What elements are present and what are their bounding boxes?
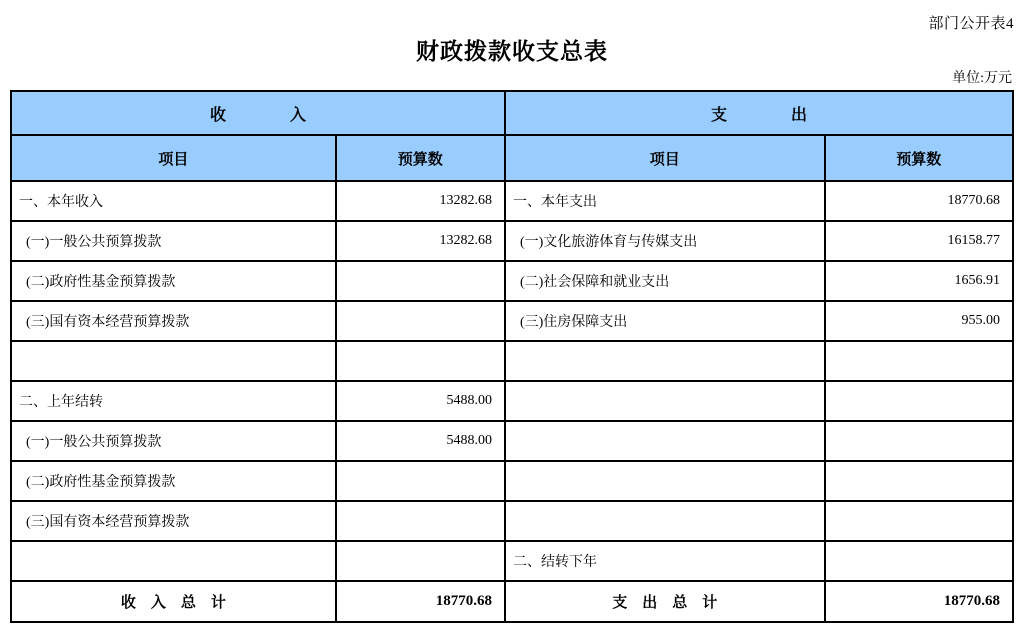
expenditure-item-cell — [505, 341, 825, 381]
expenditure-item-cell: (二)社会保障和就业支出 — [505, 261, 825, 301]
revenue-item-cell: (一)一般公共预算拨款 — [11, 421, 336, 461]
revenue-item-cell — [11, 541, 336, 581]
revenue-budget-cell — [336, 261, 505, 301]
revenue-item-cell: 二、上年结转 — [11, 381, 336, 421]
budget-table — [10, 90, 1014, 623]
expenditure-item-cell: 一、本年支出 — [505, 181, 825, 221]
revenue-budget-cell: 13282.68 — [336, 181, 505, 221]
revenue-item-cell: (二)政府性基金预算拨款 — [11, 461, 336, 501]
expenditure-budget-cell — [825, 421, 1013, 461]
revenue-budget-cell: 13282.68 — [336, 221, 505, 261]
revenue-total-label: 收 入 总 计 — [11, 581, 336, 622]
revenue-item-cell: (一)一般公共预算拨款 — [11, 221, 336, 261]
table-row — [11, 501, 1013, 541]
expenditure-budget-cell — [825, 461, 1013, 501]
revenue-item-cell: (二)政府性基金预算拨款 — [11, 261, 336, 301]
revenue-budget-cell — [336, 501, 505, 541]
revenue-item-cell: (三)国有资本经营预算拨款 — [11, 301, 336, 341]
section-header-row — [11, 91, 1013, 135]
expenditure-budget-cell — [825, 341, 1013, 381]
table-row — [11, 221, 1013, 261]
table-row — [11, 301, 1013, 341]
expenditure-total-value: 18770.68 — [825, 581, 1013, 622]
expenditure-item-cell — [505, 381, 825, 421]
revenue-item-cell: (三)国有资本经营预算拨款 — [11, 501, 336, 541]
revenue-item-cell: 一、本年收入 — [11, 181, 336, 221]
expenditure-item-cell — [505, 501, 825, 541]
expenditure-budget-cell — [825, 541, 1013, 581]
table-row — [11, 181, 1013, 221]
expenditure-item-cell — [505, 461, 825, 501]
page-title: 财政拨款收支总表 — [416, 38, 608, 64]
revenue-item-header: 项目 — [11, 135, 336, 181]
total-row — [11, 581, 1013, 622]
expenditure-budget-cell: 955.00 — [825, 301, 1013, 341]
revenue-budget-cell: 5488.00 — [336, 421, 505, 461]
expenditure-budget-cell — [825, 381, 1013, 421]
expenditure-item-cell: (三)住房保障支出 — [505, 301, 825, 341]
unit-note: 单位:万元 — [952, 71, 1012, 86]
expenditure-budget-cell: 18770.68 — [825, 181, 1013, 221]
expenditure-budget-cell: 1656.91 — [825, 261, 1013, 301]
revenue-budget-cell — [336, 341, 505, 381]
revenue-total-value: 18770.68 — [336, 581, 505, 622]
column-header-row — [11, 135, 1013, 181]
table-row — [11, 461, 1013, 501]
table-row — [11, 541, 1013, 581]
table-number: 部门公开表4 — [928, 16, 1014, 32]
revenue-budget-cell — [336, 301, 505, 341]
expenditure-item-cell — [505, 421, 825, 461]
expenditure-total-label: 支 出 总 计 — [505, 581, 825, 622]
expenditure-item-cell: (一)文化旅游体育与传媒支出 — [505, 221, 825, 261]
revenue-item-cell — [11, 341, 336, 381]
revenue-section-header: 收 入 — [11, 91, 505, 135]
expenditure-section-header: 支 出 — [505, 91, 1013, 135]
revenue-budget-header: 预算数 — [336, 135, 505, 181]
table-row — [11, 381, 1013, 421]
table-row — [11, 341, 1013, 381]
expenditure-budget-cell: 16158.77 — [825, 221, 1013, 261]
revenue-budget-cell: 5488.00 — [336, 381, 505, 421]
expenditure-item-cell: 二、结转下年 — [505, 541, 825, 581]
expenditure-budget-header: 预算数 — [825, 135, 1013, 181]
revenue-budget-cell — [336, 541, 505, 581]
expenditure-budget-cell — [825, 501, 1013, 541]
table-row — [11, 261, 1013, 301]
revenue-budget-cell — [336, 461, 505, 501]
table-row — [11, 421, 1013, 461]
expenditure-item-header: 项目 — [505, 135, 825, 181]
